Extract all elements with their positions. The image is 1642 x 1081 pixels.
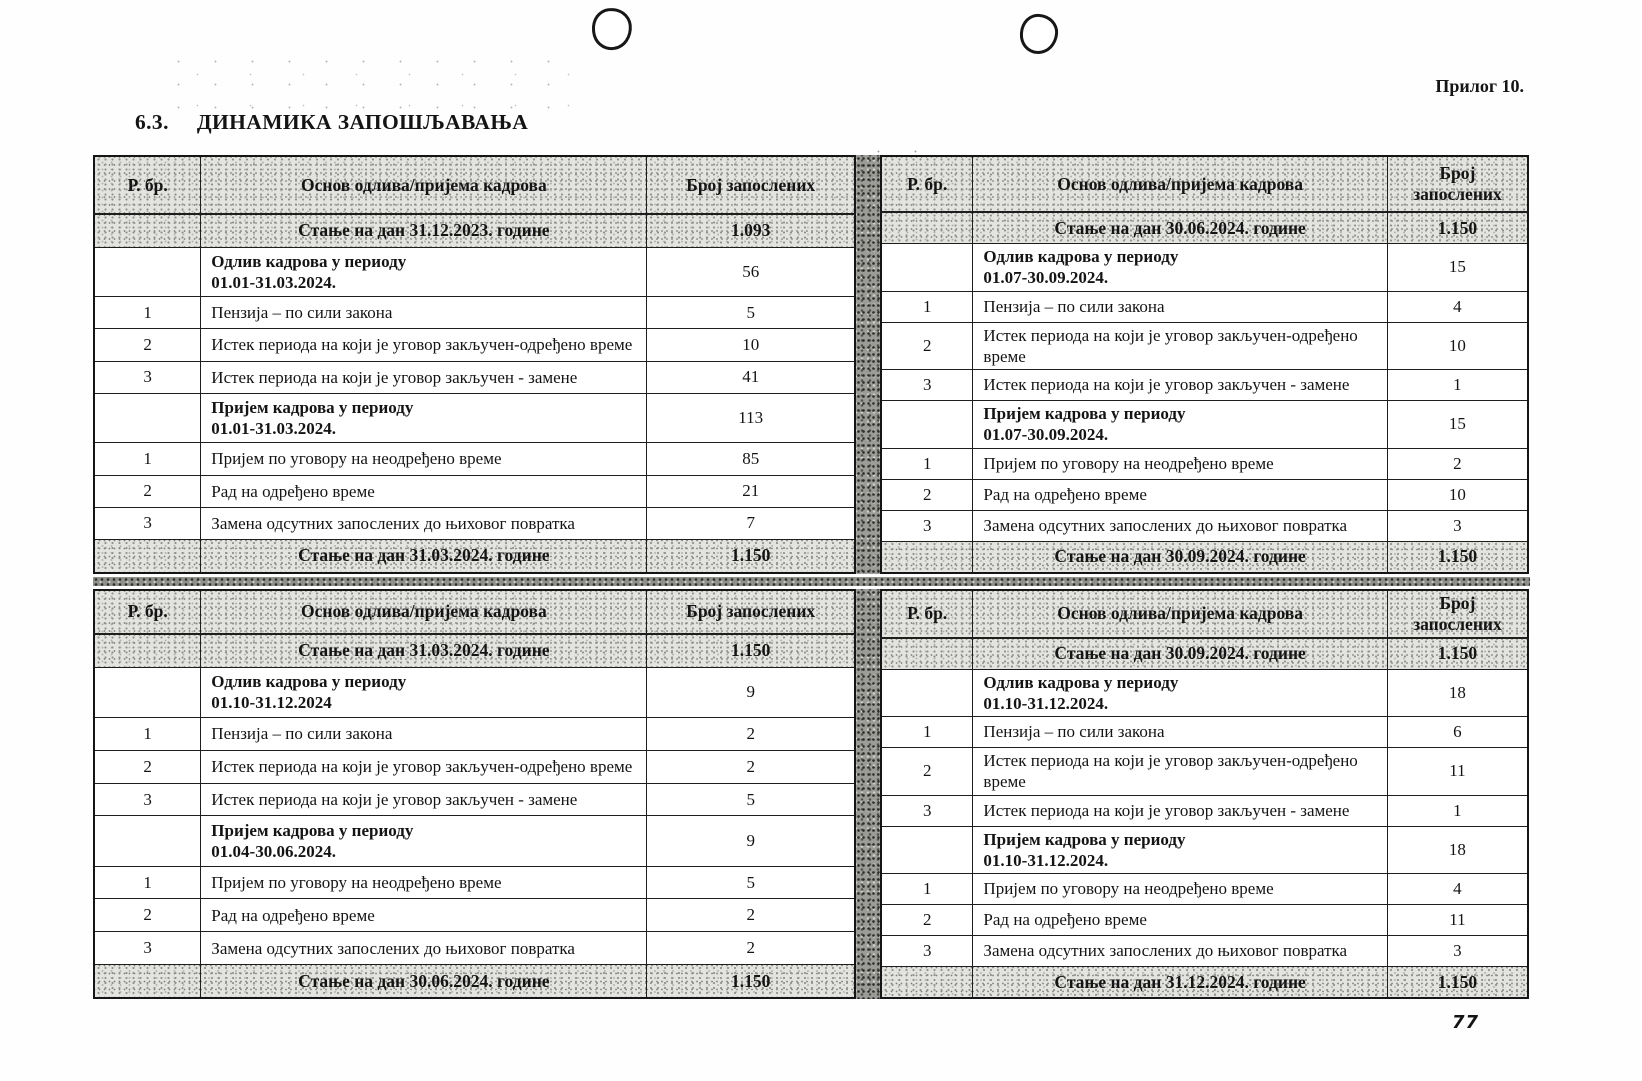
row-number-cell	[94, 247, 201, 296]
row-value-cell: 2	[1387, 448, 1528, 479]
table-row	[881, 748, 1528, 796]
closing-balance-label: Стање на дан 31.03.2024. године	[201, 540, 647, 573]
row-value-cell: 15	[1387, 401, 1528, 449]
table-header-row	[94, 590, 855, 634]
row-label-cell: Рад на одређено време	[973, 479, 1387, 510]
row-number-cell: 3	[94, 361, 201, 393]
row-number-cell: 1	[881, 874, 973, 905]
table-row	[881, 936, 1528, 967]
closing-balance-row	[94, 965, 855, 998]
row-label-cell: Пријем по уговору на неодређено време	[973, 874, 1387, 905]
row-label-cell: Истек периода на који је уговор закључен - замене	[973, 370, 1387, 401]
closing-balance-row	[881, 967, 1528, 999]
row-label-cell: Пензија – по сили закона	[973, 291, 1387, 322]
row-number-cell	[94, 393, 201, 442]
row-number-cell: 1	[94, 718, 201, 751]
table-row	[881, 479, 1528, 510]
separator-band	[93, 577, 1530, 586]
table-row	[881, 874, 1528, 905]
row-value-cell: 10	[1387, 322, 1528, 370]
row-number-cell	[94, 634, 201, 667]
row-number-cell	[94, 965, 201, 998]
opening-balance-row	[881, 212, 1528, 244]
table-row	[881, 370, 1528, 401]
punch-hole-right	[1019, 13, 1060, 56]
row-value-cell: 15	[1387, 244, 1528, 292]
row-label-cell: Пријем по уговору на неодређено време	[973, 448, 1387, 479]
row-label-cell: Одлив кадрова у периоду 01.10-31.12.2024	[201, 667, 647, 717]
closing-balance-label: Стање на дан 30.06.2024. године	[201, 965, 647, 998]
table-row	[94, 393, 855, 442]
row-number-cell: 3	[94, 783, 201, 816]
table-row	[881, 244, 1528, 292]
table-row	[881, 905, 1528, 936]
opening-balance-label: Стање на дан 31.03.2024. године	[201, 634, 647, 667]
row-value-cell: 9	[647, 667, 855, 717]
period-dates: 01.04-30.06.2024.	[211, 842, 336, 862]
row-number-cell	[881, 826, 973, 874]
row-label-cell: Истек периода на који је уговор закључен - замене	[201, 361, 647, 393]
period-dates: 01.10-31.12.2024	[211, 693, 332, 713]
row-number-cell: 2	[881, 479, 973, 510]
opening-balance-value: 1.150	[1387, 212, 1528, 244]
row-label-cell: Пензија – по сили закона	[201, 297, 647, 329]
closing-balance-value: 1.150	[647, 965, 855, 998]
table-row	[94, 718, 855, 751]
employment-table-bottom-right	[880, 589, 1529, 1000]
scan-noise	[160, 50, 580, 110]
row-number-cell: 2	[94, 899, 201, 932]
row-label-cell: Истек периода на који је уговор закључен - замене	[973, 795, 1387, 826]
closing-balance-label: Стање на дан 31.12.2024. године	[973, 967, 1387, 999]
opening-balance-value: 1.093	[647, 214, 855, 247]
closing-balance-label: Стање на дан 30.09.2024. године	[973, 541, 1387, 573]
row-label-cell: Пријем кадрова у периоду 01.01-31.03.2024.	[201, 393, 647, 442]
period-dates: 01.01-31.03.2024.	[211, 419, 336, 439]
page-number: 77	[1452, 1012, 1480, 1033]
table-header-row	[94, 156, 855, 214]
row-number-cell: 1	[881, 448, 973, 479]
row-number-cell: 3	[881, 936, 973, 967]
row-number-cell	[881, 669, 973, 717]
row-label-cell: Одлив кадрова у периоду 01.10-31.12.2024.	[973, 669, 1387, 717]
table-header-row	[881, 590, 1528, 638]
table-row	[94, 361, 855, 393]
row-label-cell: Истек периода на који је уговор закључен-одређено време	[973, 322, 1387, 370]
table-row	[94, 932, 855, 965]
page-title: ДИНАМИКА ЗАПОШЉАВАЊА	[196, 110, 529, 134]
row-number-cell: 1	[881, 717, 973, 748]
row-label-cell: Пријем кадрова у периоду 01.04-30.06.2024.	[201, 816, 647, 866]
row-value-cell: 4	[1387, 874, 1528, 905]
annex-label: Прилог 10.	[1435, 76, 1524, 96]
row-number-cell	[94, 816, 201, 866]
column-header-basis: Основ одлива/пријема кадрова	[201, 156, 647, 214]
period-dates: 01.10-31.12.2024.	[983, 850, 1109, 870]
row-label-cell: Рад на одређено време	[201, 899, 647, 932]
table-row	[94, 247, 855, 296]
binding-gutter	[856, 589, 880, 1000]
row-number-cell: 1	[94, 866, 201, 899]
tables-area	[93, 155, 1530, 999]
table-row	[94, 866, 855, 899]
employment-table-bottom-left	[93, 589, 856, 1000]
table-row	[881, 448, 1528, 479]
row-label-cell: Истек периода на који је уговор закључен-одређено време	[201, 329, 647, 361]
opening-balance-value: 1.150	[1387, 638, 1528, 670]
row-label-cell: Пензија – по сили закона	[201, 718, 647, 751]
row-number-cell: 1	[94, 297, 201, 329]
row-label-cell: Пријем кадрова у периоду 01.10-31.12.2024.	[973, 826, 1387, 874]
table-row	[881, 795, 1528, 826]
row-label-cell: Пријем по уговору на неодређено време	[201, 443, 647, 475]
row-value-cell: 10	[647, 329, 855, 361]
row-label-cell: Пензија – по сили закона	[973, 717, 1387, 748]
row-number-cell: 2	[881, 748, 973, 796]
row-value-cell: 85	[647, 443, 855, 475]
table-row	[94, 816, 855, 866]
column-header-basis: Основ одлива/пријема кадрова	[973, 590, 1387, 638]
table-row	[881, 669, 1528, 717]
closing-balance-value: 1.150	[1387, 967, 1528, 999]
column-header-num: Р. бр.	[94, 156, 201, 214]
table-band-bottom	[93, 589, 1530, 1000]
column-header-count: Број запослених	[647, 156, 855, 214]
table-row	[881, 510, 1528, 541]
row-number-cell: 2	[94, 329, 201, 361]
table-header-row	[881, 156, 1528, 212]
row-label-cell: Замена одсутних запослених до њиховог повратка	[201, 507, 647, 539]
opening-balance-value: 1.150	[647, 634, 855, 667]
row-value-cell: 11	[1387, 905, 1528, 936]
table-row	[881, 826, 1528, 874]
row-number-cell	[881, 212, 973, 244]
row-number-cell: 2	[94, 475, 201, 507]
column-header-basis: Основ одлива/пријема кадрова	[973, 156, 1387, 212]
table-row	[94, 783, 855, 816]
table-row	[881, 401, 1528, 449]
row-value-cell: 2	[647, 750, 855, 783]
opening-balance-row	[94, 214, 855, 247]
row-value-cell: 56	[647, 247, 855, 296]
table-row	[94, 667, 855, 717]
row-number-cell: 2	[881, 322, 973, 370]
row-label-cell: Одлив кадрова у периоду 01.01-31.03.2024.	[201, 247, 647, 296]
row-label-cell: Замена одсутних запослених до њиховог повратка	[973, 510, 1387, 541]
table-row	[94, 329, 855, 361]
table-row	[94, 297, 855, 329]
period-dates: 01.10-31.12.2024.	[983, 693, 1109, 713]
employment-table-top-left	[93, 155, 856, 574]
opening-balance-row	[881, 638, 1528, 670]
row-label-cell: Замена одсутних запослених до њиховог повратка	[201, 932, 647, 965]
table-row	[94, 507, 855, 539]
row-label-cell: Истек периода на који је уговор закључен - замене	[201, 783, 647, 816]
row-value-cell: 2	[647, 718, 855, 751]
row-number-cell: 1	[881, 291, 973, 322]
row-value-cell: 6	[1387, 717, 1528, 748]
row-label-cell: Истек периода на који је уговор закључен-одређено време	[973, 748, 1387, 796]
row-label-cell: Замена одсутних запослених до њиховог повратка	[973, 936, 1387, 967]
row-value-cell: 7	[647, 507, 855, 539]
table-row	[94, 750, 855, 783]
row-label-cell: Пријем по уговору на неодређено време	[201, 866, 647, 899]
table-row	[94, 899, 855, 932]
column-header-num: Р. бр.	[94, 590, 201, 634]
row-number-cell: 3	[881, 510, 973, 541]
table-band-top	[93, 155, 1530, 574]
section-heading	[135, 110, 528, 135]
row-label-cell: Истек периода на који је уговор закључен-одређено време	[201, 750, 647, 783]
opening-balance-row	[94, 634, 855, 667]
section-number: 6.3.	[135, 110, 169, 134]
punch-hole-left	[590, 6, 634, 52]
row-number-cell	[94, 667, 201, 717]
closing-balance-row	[881, 541, 1528, 573]
period-dates: 01.07-30.09.2024.	[983, 425, 1109, 445]
opening-balance-label: Стање на дан 30.09.2024. године	[973, 638, 1387, 670]
row-label-cell: Рад на одређено време	[973, 905, 1387, 936]
binding-gutter	[856, 155, 880, 574]
row-value-cell: 1	[1387, 370, 1528, 401]
row-value-cell: 113	[647, 393, 855, 442]
column-header-count: Број запослених	[1387, 590, 1528, 638]
closing-balance-value: 1.150	[647, 540, 855, 573]
opening-balance-label: Стање на дан 30.06.2024. године	[973, 212, 1387, 244]
table-row	[881, 322, 1528, 370]
row-number-cell	[94, 214, 201, 247]
row-value-cell: 3	[1387, 936, 1528, 967]
row-number-cell	[881, 541, 973, 573]
row-number-cell	[881, 244, 973, 292]
row-value-cell: 4	[1387, 291, 1528, 322]
row-value-cell: 5	[647, 297, 855, 329]
table-row	[881, 291, 1528, 322]
row-value-cell: 21	[647, 475, 855, 507]
column-header-count: Број запослених	[1387, 156, 1528, 212]
row-value-cell: 11	[1387, 748, 1528, 796]
column-header-num: Р. бр.	[881, 590, 973, 638]
row-number-cell: 3	[881, 370, 973, 401]
period-dates: 01.07-30.09.2024.	[983, 268, 1109, 288]
row-number-cell	[94, 540, 201, 573]
row-value-cell: 10	[1387, 479, 1528, 510]
row-value-cell: 9	[647, 816, 855, 866]
row-number-cell: 3	[881, 795, 973, 826]
row-value-cell: 2	[647, 932, 855, 965]
row-value-cell: 18	[1387, 826, 1528, 874]
row-label-cell: Пријем кадрова у периоду 01.07-30.09.2024.	[973, 401, 1387, 449]
row-number-cell: 3	[94, 507, 201, 539]
row-value-cell: 5	[647, 866, 855, 899]
closing-balance-row	[94, 540, 855, 573]
row-value-cell: 1	[1387, 795, 1528, 826]
row-value-cell: 5	[647, 783, 855, 816]
row-number-cell	[881, 967, 973, 999]
row-label-cell: Одлив кадрова у периоду 01.07-30.09.2024.	[973, 244, 1387, 292]
row-number-cell: 1	[94, 443, 201, 475]
row-value-cell: 41	[647, 361, 855, 393]
row-label-cell: Рад на одређено време	[201, 475, 647, 507]
opening-balance-label: Стање на дан 31.12.2023. године	[201, 214, 647, 247]
row-number-cell	[881, 638, 973, 670]
row-number-cell: 3	[94, 932, 201, 965]
row-number-cell: 2	[94, 750, 201, 783]
closing-balance-value: 1.150	[1387, 541, 1528, 573]
table-row	[94, 475, 855, 507]
column-header-num: Р. бр.	[881, 156, 973, 212]
table-row	[94, 443, 855, 475]
row-value-cell: 18	[1387, 669, 1528, 717]
row-value-cell: 3	[1387, 510, 1528, 541]
row-value-cell: 2	[647, 899, 855, 932]
row-number-cell: 2	[881, 905, 973, 936]
column-header-basis: Основ одлива/пријема кадрова	[201, 590, 647, 634]
employment-table-top-right	[880, 155, 1529, 574]
row-number-cell	[881, 401, 973, 449]
period-dates: 01.01-31.03.2024.	[211, 272, 336, 292]
table-row	[881, 717, 1528, 748]
column-header-count: Број запослених	[647, 590, 855, 634]
